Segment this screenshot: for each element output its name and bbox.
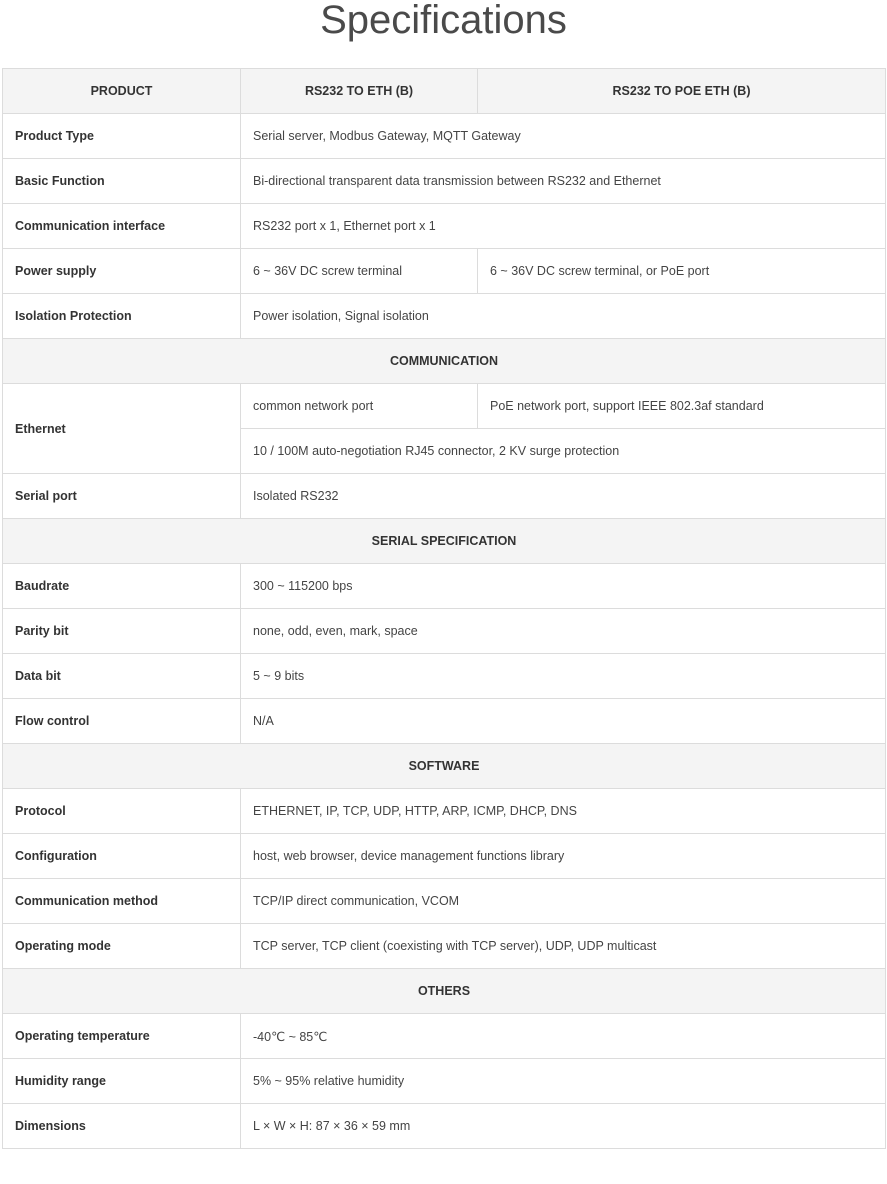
row-label: Communication interface: [3, 204, 241, 249]
table-row: [3, 1059, 886, 1104]
row-value: 10 / 100M auto-negotiation RJ45 connector, 2 KV surge protection: [241, 429, 886, 474]
row-label: Dimensions: [3, 1104, 241, 1149]
row-value: TCP/IP direct communication, VCOM: [241, 879, 886, 924]
table-row: [3, 114, 886, 159]
row-label: Ethernet: [3, 384, 241, 474]
table-row: [3, 294, 886, 339]
specifications-table: [2, 68, 886, 1149]
row-label: Product Type: [3, 114, 241, 159]
header-rs232-to-eth: RS232 TO ETH (B): [241, 69, 478, 114]
row-label: Flow control: [3, 699, 241, 744]
row-label: Configuration: [3, 834, 241, 879]
table-row: [3, 384, 886, 429]
table-row: [3, 924, 886, 969]
section-title: SERIAL SPECIFICATION: [3, 519, 886, 564]
table-row: [3, 699, 886, 744]
row-value: Isolated RS232: [241, 474, 886, 519]
row-label: Operating temperature: [3, 1014, 241, 1059]
row-value: 300 ~ 115200 bps: [241, 564, 886, 609]
header-rs232-to-poe-eth: RS232 TO POE ETH (B): [478, 69, 886, 114]
row-value: L × W × H: 87 × 36 × 59 mm: [241, 1104, 886, 1149]
section-title: COMMUNICATION: [3, 339, 886, 384]
row-value: host, web browser, device management functions library: [241, 834, 886, 879]
row-value: Bi-directional transparent data transmission between RS232 and Ethernet: [241, 159, 886, 204]
table-row: [3, 249, 886, 294]
row-value: 5 ~ 9 bits: [241, 654, 886, 699]
row-value: Power isolation, Signal isolation: [241, 294, 886, 339]
row-label: Protocol: [3, 789, 241, 834]
row-value: -40℃ ~ 85℃: [241, 1014, 886, 1059]
section-header-others: [3, 969, 886, 1014]
table-row: [3, 1104, 886, 1149]
table-row: [3, 789, 886, 834]
table-row: [3, 834, 886, 879]
header-product: PRODUCT: [3, 69, 241, 114]
row-label: Operating mode: [3, 924, 241, 969]
row-label: Basic Function: [3, 159, 241, 204]
section-title: SOFTWARE: [3, 744, 886, 789]
table-row: [3, 609, 886, 654]
page-title: Specifications: [320, 0, 567, 42]
row-value: none, odd, even, mark, space: [241, 609, 886, 654]
table-row: [3, 879, 886, 924]
row-value-eth: common network port: [241, 384, 478, 429]
row-label: Humidity range: [3, 1059, 241, 1104]
row-value-poe-eth: PoE network port, support IEEE 802.3af standard: [478, 384, 886, 429]
table-row: [3, 564, 886, 609]
row-label: Power supply: [3, 249, 241, 294]
row-value: Serial server, Modbus Gateway, MQTT Gateway: [241, 114, 886, 159]
row-value: 5% ~ 95% relative humidity: [241, 1059, 886, 1104]
row-value: N/A: [241, 699, 886, 744]
row-value-eth: 6 ~ 36V DC screw terminal: [241, 249, 478, 294]
row-label: Communication method: [3, 879, 241, 924]
row-value: RS232 port x 1, Ethernet port x 1: [241, 204, 886, 249]
row-label: Baudrate: [3, 564, 241, 609]
table-row: [3, 204, 886, 249]
row-label: Data bit: [3, 654, 241, 699]
row-label: Serial port: [3, 474, 241, 519]
row-value: ETHERNET, IP, TCP, UDP, HTTP, ARP, ICMP, DHCP, DNS: [241, 789, 886, 834]
table-header-row: [3, 69, 886, 114]
section-title: OTHERS: [3, 969, 886, 1014]
table-row: [3, 159, 886, 204]
section-header-software: [3, 744, 886, 789]
row-value: TCP server, TCP client (coexisting with TCP server), UDP, UDP multicast: [241, 924, 886, 969]
section-header-serial: [3, 519, 886, 564]
table-row: [3, 654, 886, 699]
section-header-communication: [3, 339, 886, 384]
row-label: Parity bit: [3, 609, 241, 654]
row-label: Isolation Protection: [3, 294, 241, 339]
row-value-poe-eth: 6 ~ 36V DC screw terminal, or PoE port: [478, 249, 886, 294]
table-row: [3, 474, 886, 519]
table-row: [3, 1014, 886, 1059]
